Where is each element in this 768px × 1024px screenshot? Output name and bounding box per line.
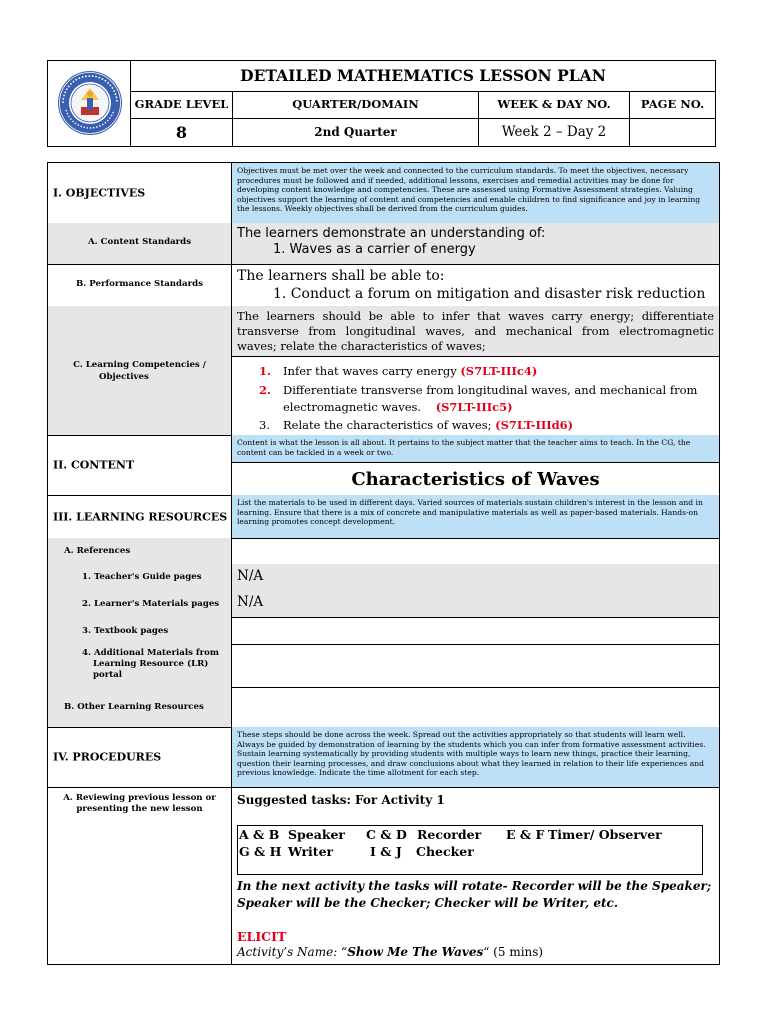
quarter-domain-label: QUARTER/DOMAIN <box>233 91 479 118</box>
competency-1 <box>283 364 537 378</box>
other-resources-label-cell <box>48 687 232 727</box>
competency-1-number: 1. <box>259 364 272 378</box>
suggested-tasks: Suggested tasks: For Activity 1 <box>237 793 445 807</box>
textbook-label-cell <box>48 617 232 644</box>
content-standards-label-cell <box>48 223 232 264</box>
content-cell <box>232 435 719 495</box>
resources-label-cell <box>48 495 232 538</box>
other-resources-cell <box>232 687 719 727</box>
header-table <box>47 60 716 147</box>
procedures-note: These steps should be done across the week. Spread out the activities appropriately so that students will learn well. Always be guided by demonstration of learning by the students which you can infer from formative assessment activities. Sustain learning systematically by providing students with multiple ways to learn new things, practice their learning, question their learning processes, and draw conclusions about what they learned in relation to their life experiences and previous knowledge. Indicate the time allotment for each step. <box>232 727 719 787</box>
other-resources-label: B. Other Learning Resources <box>64 702 204 712</box>
logo-cell <box>48 61 131 146</box>
resources-label: III. LEARNING RESOURCES <box>53 510 228 523</box>
additional-materials-label-line3: portal <box>93 670 123 680</box>
review-lesson-label-cell <box>48 787 232 964</box>
competency-1-text: Infer that waves carry energy <box>283 364 457 378</box>
teachers-guide-cell <box>232 564 719 590</box>
task-role-writer: Writer <box>288 844 334 859</box>
content-label: II. CONTENT <box>53 458 135 472</box>
performance-standards-cell <box>232 264 719 306</box>
activity-title: Show Me The Waves <box>347 945 484 959</box>
teachers-guide-label-cell <box>48 564 232 590</box>
learners-materials-cell <box>232 590 719 617</box>
competency-3-code: (S7LT-IIId6) <box>495 418 574 432</box>
additional-materials-label-line1: 4. Additional Materials from <box>82 648 219 658</box>
procedures-row <box>48 727 719 788</box>
competency-1-code: (S7LT-IIIc4) <box>460 364 538 378</box>
quarter-value: 2nd Quarter <box>233 119 479 146</box>
performance-standards-item: 1. Conduct a forum on mitigation and disaster risk reduction <box>273 286 706 302</box>
task-group-gh: G & H <box>239 844 282 859</box>
task-group-ef: E & F <box>506 827 545 842</box>
task-group-cd: C & D <box>366 827 407 842</box>
page-no-label: PAGE NO. <box>640 97 705 111</box>
teachers-guide-label: 1. Teacher's Guide pages <box>82 572 202 582</box>
resources-row <box>48 495 719 539</box>
objectives-label: I. OBJECTIVES <box>53 186 146 200</box>
competency-2-code: (S7LT-IIIc5) <box>435 400 513 414</box>
performance-standards-label-cell <box>48 264 232 306</box>
objectives-note: Objectives must be met over the week and connected to the curriculum standards. To meet the objectives, necessary procedures must be followed and if needed, additional lessons, exercises and remedial activities may be done for developing content knowledge and competencies. These are assessed using Formative Assessment strategies. Valuing objectives support the learning of content and competencies and enable children to find significance and joy in learning the lessons. Weekly objectives shall be derived from the curriculum guides. <box>232 163 719 223</box>
textbook-row <box>48 617 719 645</box>
content-label-cell <box>48 435 232 495</box>
procedures-label-cell <box>48 727 232 787</box>
content-note: Content is what the lesson is all about. It pertains to the subject matter that the teacher aims to teach. In the CG, the content can be tackled in a week or two. <box>232 435 719 463</box>
page-no-value <box>630 119 715 146</box>
competencies-label-line2: Objectives <box>99 372 149 382</box>
competency-2-text: Differentiate transverse from longitudinal waves, and mechanical from <box>283 383 698 397</box>
week-day-value: Week 2 – Day 2 <box>479 119 630 146</box>
performance-standards-label: B. Performance Standards <box>76 279 203 289</box>
objectives-label-cell <box>48 163 232 223</box>
references-cell <box>232 538 719 564</box>
rotate-note-line1: In the next activity the tasks will rotate- Recorder will be the Speaker; <box>237 879 712 893</box>
task-role-speaker: Speaker <box>288 827 346 842</box>
lesson-plan-title: DETAILED MATHEMATICS LESSON PLAN <box>131 61 715 92</box>
content-standards-intro: The learners demonstrate an understanding of: <box>237 226 546 241</box>
grade-level-value: 8 <box>131 119 233 146</box>
additional-materials-label-line2: Learning Resource (LR) <box>93 659 209 669</box>
other-resources-row <box>48 687 719 728</box>
activity-suffix: “ (5 mins) <box>483 945 544 959</box>
learners-materials-row <box>48 590 719 618</box>
competency-2-cont <box>283 400 513 414</box>
references-row <box>48 538 719 565</box>
competencies-cell <box>232 306 719 435</box>
elicit-heading: ELICIT <box>237 929 287 944</box>
activity-name <box>237 945 543 959</box>
resources-note: List the materials to be used in different days. Varied sources of materials sustain children's interest in the lesson and in learning. Ensure that there is a mix of concrete and manipulative materials as well as paper-based materials. Hands-on learning promotes concept development. <box>232 495 719 538</box>
objectives-row <box>48 163 719 224</box>
textbook-label: 3. Textbook pages <box>82 626 169 636</box>
deped-seal-icon <box>57 70 123 136</box>
performance-standards-row <box>48 264 719 307</box>
competency-3 <box>283 418 573 432</box>
content-standards-item: 1. Waves as a carrier of energy <box>273 242 476 257</box>
content-row <box>48 435 719 496</box>
review-lesson-label-line2: presenting the new lesson <box>76 804 203 814</box>
content-standards-row <box>48 223 719 265</box>
competencies-paragraph: The learners should be able to infer that waves carry energy; differentiate transverse from longitudinal waves, and mechanical from electromagnetic waves; relate the characteristics of waves; <box>232 306 719 357</box>
competencies-row <box>48 306 719 436</box>
references-label: A. References <box>64 546 131 556</box>
competencies-label-cell <box>48 306 232 435</box>
grade-level-label: GRADE LEVEL <box>131 91 233 118</box>
references-label-cell <box>48 538 232 564</box>
textbook-cell <box>232 617 719 644</box>
task-role-timer: Timer/ Observer <box>548 827 662 842</box>
teachers-guide-value: N/A <box>237 568 264 584</box>
task-role-recorder: Recorder <box>417 827 482 842</box>
week-day-label: WEEK & DAY NO. <box>479 91 630 118</box>
teachers-guide-row <box>48 564 719 591</box>
competency-2-text2: electromagnetic waves. <box>283 400 422 414</box>
activity-prefix: Activity’s Name: “ <box>237 945 348 959</box>
task-group-ab: A & B <box>239 827 280 842</box>
review-lesson-row <box>48 787 719 964</box>
tasks-box <box>237 825 703 875</box>
content-standards-label: A. Content Standards <box>87 237 192 247</box>
competencies-label-line1: C. Learning Competencies / <box>73 360 206 370</box>
header-values <box>131 119 715 146</box>
review-lesson-label-line1: A. Reviewing previous lesson or <box>63 793 216 803</box>
rotate-note-line2: Speaker will be the Checker; Checker will be Writer, etc. <box>237 896 618 910</box>
content-standards-cell <box>232 223 719 264</box>
header-column-labels <box>131 91 715 119</box>
lesson-plan-table <box>47 162 720 965</box>
content-title: Characteristics of Waves <box>351 469 600 490</box>
procedures-label: IV. PROCEDURES <box>53 750 162 764</box>
additional-materials-cell <box>232 644 719 687</box>
review-lesson-cell <box>232 787 719 964</box>
learners-materials-value: N/A <box>237 594 264 610</box>
additional-materials-label-cell <box>48 644 232 687</box>
competency-2-number: 2. <box>259 383 272 397</box>
competency-3-text: Relate the characteristics of waves; <box>283 418 492 432</box>
task-group-ij: I & J <box>370 844 402 859</box>
learners-materials-label: 2. Learner's Materials pages <box>82 599 220 609</box>
learners-materials-label-cell <box>48 590 232 617</box>
performance-standards-intro: The learners shall be able to: <box>237 268 445 284</box>
task-role-checker: Checker <box>416 844 474 859</box>
competency-3-number: 3. <box>259 418 270 432</box>
additional-materials-row <box>48 644 719 688</box>
